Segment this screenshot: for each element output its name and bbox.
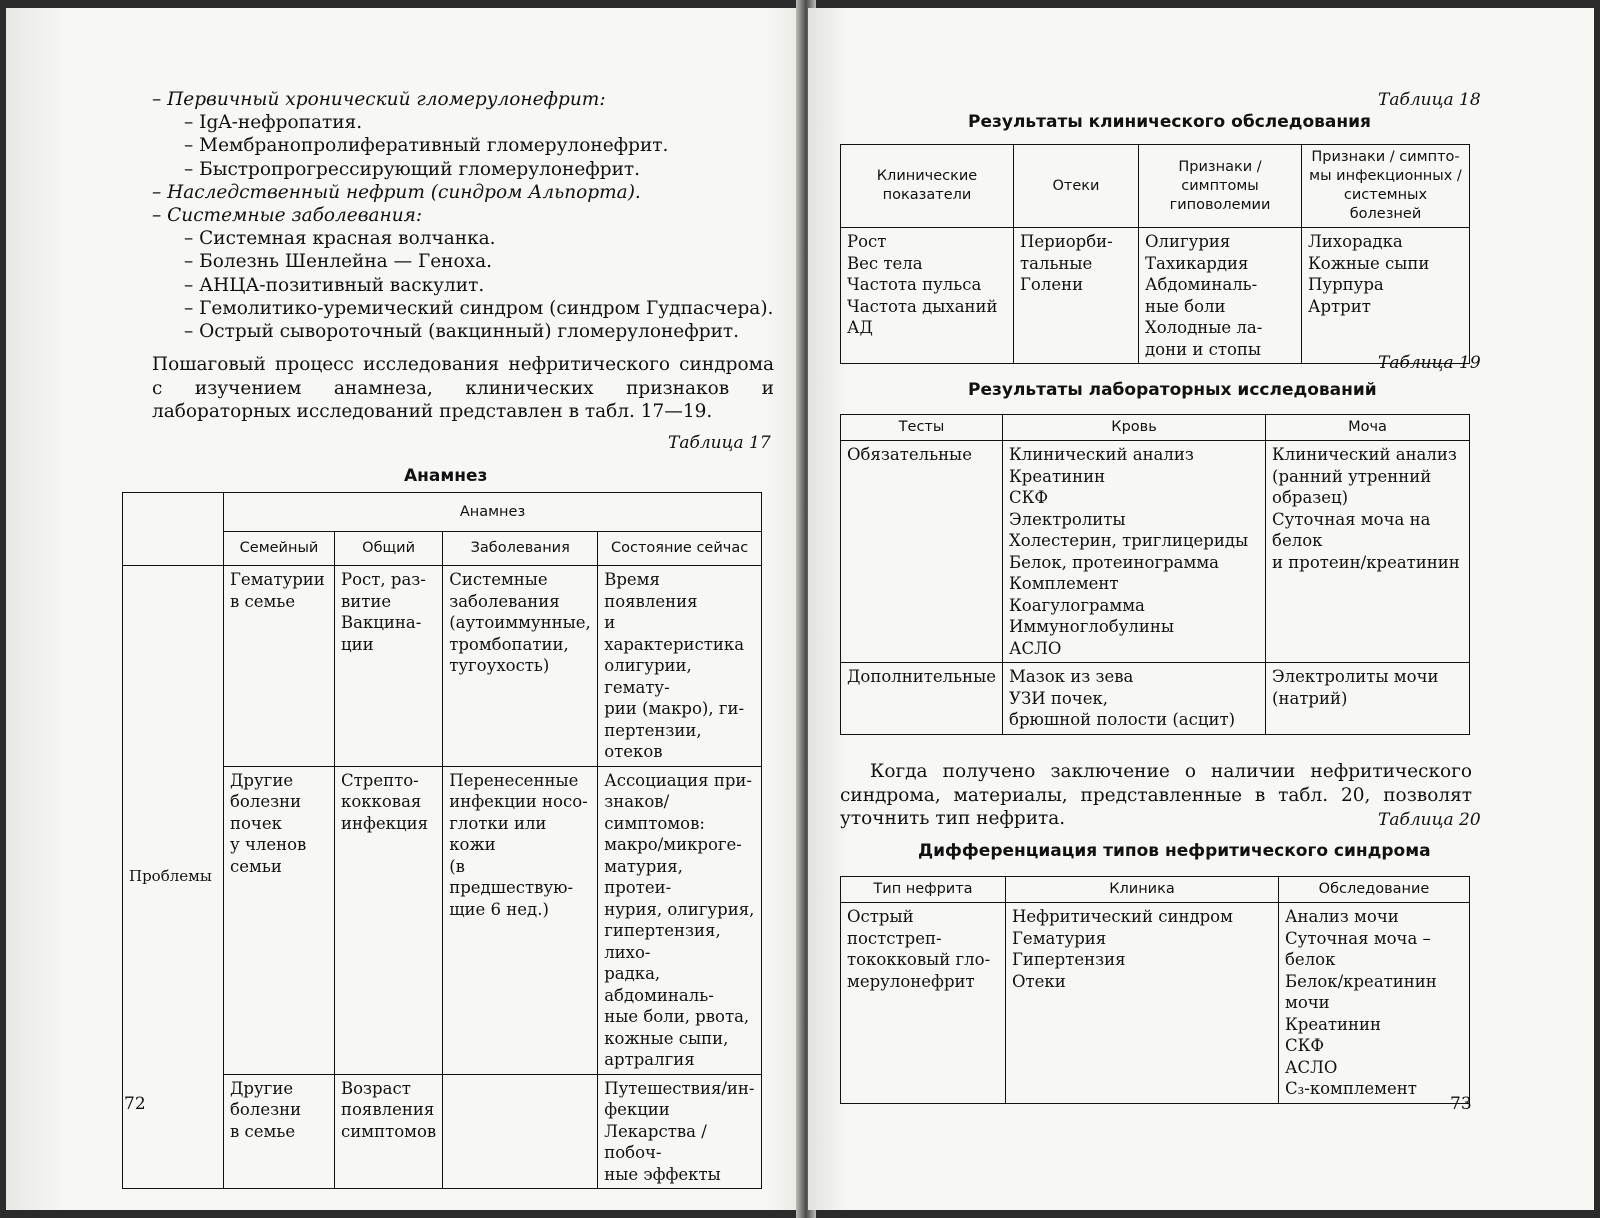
table-header-cell: Тесты [841, 415, 1003, 441]
table20-nephritis-types [840, 876, 1470, 1104]
list-item: – Мембранопролиферативный гломерулонефрит. [184, 135, 669, 157]
page-number: 73 [1450, 1094, 1472, 1114]
table-header-cell: Состояние сейчас [598, 532, 762, 566]
table-cell: Системные заболевания (аутоиммунные, тромбопатии, тугоухость) [443, 566, 598, 767]
table19-lab-tests [840, 414, 1470, 735]
table-cell: Другие болезни почек у членов семьи [224, 766, 335, 1074]
list-item: – Системная красная волчанка. [184, 228, 496, 250]
list-item: – Гемолитико-уремический синдром (синдром Гудпасчера). [184, 297, 774, 319]
table-cell [443, 1074, 598, 1189]
page-number: 72 [124, 1094, 146, 1114]
table-cell: Дополнительные [841, 663, 1003, 735]
table17-group-header: Анамнез [224, 493, 762, 532]
table-cell: Другие болезни в семье [224, 1074, 335, 1189]
list-item: – Быстропрогрессирующий гломерулонефрит. [184, 158, 641, 180]
table-cell: Гематурии в семье [224, 566, 335, 767]
list-item: – Наследственный нефрит (синдром Альпорта). [152, 181, 641, 203]
list-item: – Первичный хронический гломерулонефрит: [152, 89, 606, 110]
table-header-cell: Заболевания [443, 532, 598, 566]
table-cell: Возраст появления симптомов [335, 1074, 443, 1189]
table-cell: Анализ мочи Суточная моча – белок Белок/креатинин мочи Креатинин СКФ АСЛО C₃-комплемент [1279, 903, 1470, 1104]
table-cell: Острый постстреп- тококковый гло- мерулонефрит [841, 903, 1006, 1104]
nephritis-causes-list [152, 88, 772, 343]
table20-title: Дифференциация типов нефритического синдрома [918, 841, 1431, 861]
table-header-cell: Моча [1266, 415, 1470, 441]
table-cell: Периорби- тальные Голени [1014, 228, 1139, 364]
table17-title: Анамнез [404, 466, 488, 486]
table-cell: Стрепто- кокковая инфекция [335, 766, 443, 1074]
table20-caption: Таблица 20 [1378, 810, 1481, 830]
table-cell: Клинический анализ (ранний утренний образец) Суточная моча на белок и протеин/креатинин [1266, 441, 1470, 663]
table-cell: Рост Вес тела Частота пульса Частота дыханий АД [841, 228, 1014, 364]
list-item: – Острый сывороточный (вакцинный) гломерулонефрит. [184, 321, 740, 343]
list-item: – АНЦА-позитивный васкулит. [184, 274, 485, 296]
type-paragraph: Когда получено заключение о наличии нефритического синдрома, материалы, представленные в табл. 20, позволят уточнить тип нефрита. [840, 761, 1472, 829]
table-cell: Лихорадка Кожные сыпи Пурпура Артрит [1302, 228, 1470, 364]
right-page [808, 8, 1594, 1210]
table-cell: Обязательные [841, 441, 1003, 663]
table-header-cell: Кровь [1003, 415, 1266, 441]
intro-paragraph: Пошаговый процесс исследования нефритического синдрома с изучением анамнеза, клинических признаков и лабораторных исследований представлен в табл. 17—19. [152, 354, 774, 422]
table-header-cell: Клиника [1006, 877, 1279, 903]
table-header-cell: Клинические показатели [841, 145, 1014, 228]
table18-title: Результаты клинического обследования [968, 112, 1371, 132]
table-header-cell: Признаки / симптомы гиповолемии [1139, 145, 1302, 228]
table-cell: Мазок из зева УЗИ почек, брюшной полости (асцит) [1003, 663, 1266, 735]
table-header-cell: Отеки [1014, 145, 1139, 228]
table18-caption: Таблица 18 [1378, 90, 1481, 110]
table-header-cell: Тип нефрита [841, 877, 1006, 903]
table17-row-label: Проблемы [123, 566, 224, 1189]
table-cell: Время появления и характеристика олигурии, гемату- рии (макро), ги- пертензии, отеков [598, 566, 762, 767]
table19-title: Результаты лабораторных исследований [968, 380, 1377, 400]
table-header-cell: Семейный [224, 532, 335, 566]
left-page [6, 8, 806, 1210]
table-cell: Клинический анализ Креатинин СКФ Электролиты Холестерин, триглицериды Белок, протеинограмма Комплемент Коагулограмма Иммуноглобулины АСЛО [1003, 441, 1266, 663]
table-cell: Ассоциация при- знаков/симптомов: макро/микроге- матурия, протеи- нурия, олигурия, гипертензия, лихо- радка, абдоминаль- ные боли, рвота, кожные сыпи, артралгия [598, 766, 762, 1074]
list-item: – IgA-нефропатия. [184, 112, 363, 134]
table19-caption: Таблица 19 [1378, 353, 1481, 373]
table-header-cell: Признаки / симпто- мы инфекционных / системных болезней [1302, 145, 1470, 228]
table-cell: Олигурия Тахикардия Абдоминаль- ные боли Холодные ла- дони и стопы [1139, 228, 1302, 364]
list-item: – Болезнь Шенлейна — Геноха. [184, 251, 492, 273]
table-header-cell: Общий [335, 532, 443, 566]
table18-clinical-exam [840, 144, 1470, 364]
table17-anamnesis [122, 492, 762, 1189]
table-cell: Путешествия/ин- фекции Лекарства / побоч- ные эффекты [598, 1074, 762, 1189]
table-cell: Перенесенные инфекции носо- глотки или кожи (в предшествую- щие 6 нед.) [443, 766, 598, 1074]
table-cell: Рост, раз- витие Вакцина- ции [335, 566, 443, 767]
list-item: – Системные заболевания: [152, 205, 423, 227]
table17-caption: Таблица 17 [668, 433, 771, 453]
table17-corner-cell [123, 493, 224, 566]
table-cell: Нефритический синдром Гематурия Гипертензия Отеки [1006, 903, 1279, 1104]
table-header-cell: Обследование [1279, 877, 1470, 903]
table-cell: Электролиты мочи (натрий) [1266, 663, 1470, 735]
